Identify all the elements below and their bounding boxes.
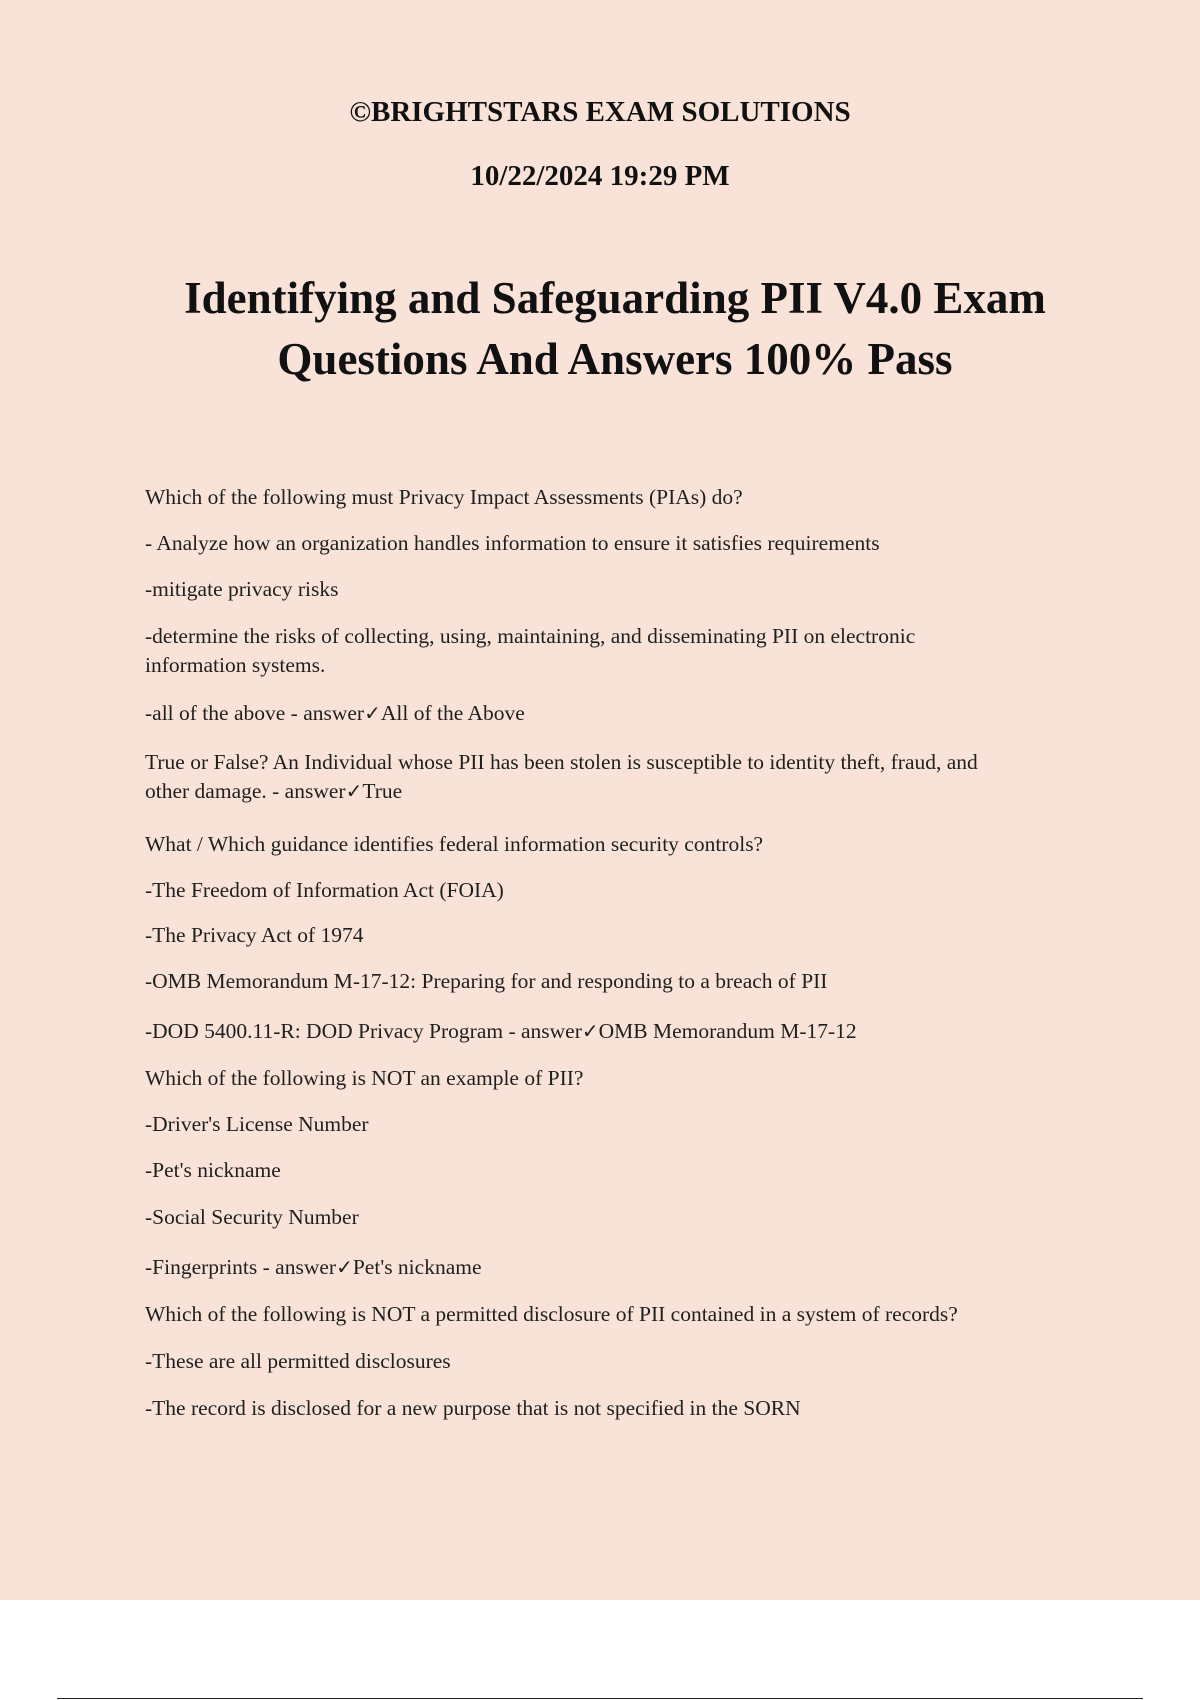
checkmark-icon: ✓ xyxy=(336,1255,353,1279)
q3-answer: OMB Memorandum M-17-12 xyxy=(598,1019,857,1043)
document-title xyxy=(110,268,1120,390)
q3-option-3: -OMB Memorandum M-17-12: Preparing for and responding to a breach of PII xyxy=(145,969,828,993)
q4-answer: Pet's nickname xyxy=(352,1255,482,1279)
question-1: Which of the following must Privacy Impact Assessments (PIAs) do? xyxy=(145,485,743,509)
header-datetime: 10/22/2024 19:29 PM xyxy=(470,160,730,192)
q4-option-1: -Driver's License Number xyxy=(145,1112,369,1136)
checkmark-icon: ✓ xyxy=(581,1019,599,1043)
q4-option-3: -Social Security Number xyxy=(145,1205,359,1229)
brand-header: ©BRIGHTSTARS EXAM SOLUTIONS xyxy=(349,96,851,128)
q1-option-3-line-1: -determine the risks of collecting, using, maintaining, and disseminating PII on electronic xyxy=(145,624,916,648)
question-4: Which of the following is NOT an example of PII? xyxy=(145,1066,584,1090)
q1-option-3-line-2: information systems. xyxy=(145,653,326,677)
q1-option-4-text: -all of the above - answer xyxy=(145,701,365,725)
question-3: What / Which guidance identifies federal information security controls? xyxy=(145,832,764,856)
q4-option-2: -Pet's nickname xyxy=(145,1158,281,1182)
q1-option-1: - Analyze how an organization handles information to ensure it satisfies requirements xyxy=(145,531,880,555)
checkmark-icon: ✓ xyxy=(345,779,363,803)
q3-option-1: -The Freedom of Information Act (FOIA) xyxy=(145,878,504,902)
question-2 xyxy=(145,748,1095,806)
title-line-2: Questions And Answers 100% Pass xyxy=(277,334,953,384)
footer-divider xyxy=(57,1698,1143,1699)
q1-answer: All of the Above xyxy=(380,701,525,725)
q3-option-4-with-answer xyxy=(145,1017,1095,1046)
q1-option-3 xyxy=(145,622,1095,680)
checkmark-icon: ✓ xyxy=(364,701,381,725)
q1-option-2: -mitigate privacy risks xyxy=(145,577,339,601)
q2-answer: True xyxy=(362,779,403,803)
q4-option-4-with-answer xyxy=(145,1253,1095,1282)
question-5: Which of the following is NOT a permitted disclosure of PII contained in a system of records? xyxy=(145,1302,958,1326)
question-2-line-1: True or False? An Individual whose PII has been stolen is susceptible to identity theft, fraud, and xyxy=(145,750,978,774)
question-2-line-2: other damage. - answer xyxy=(145,779,346,803)
q3-option-4-text: -DOD 5400.11-R: DOD Privacy Program - answer xyxy=(145,1019,582,1043)
q1-option-4-with-answer xyxy=(145,699,1095,728)
title-line-1: Identifying and Safeguarding PII V4.0 Exam xyxy=(184,273,1046,323)
q5-option-2: -The record is disclosed for a new purpose that is not specified in the SORN xyxy=(145,1396,801,1420)
q4-option-4-text: -Fingerprints - answer xyxy=(145,1255,337,1279)
q5-option-1: -These are all permitted disclosures xyxy=(145,1349,451,1373)
q3-option-2: -The Privacy Act of 1974 xyxy=(145,923,364,947)
